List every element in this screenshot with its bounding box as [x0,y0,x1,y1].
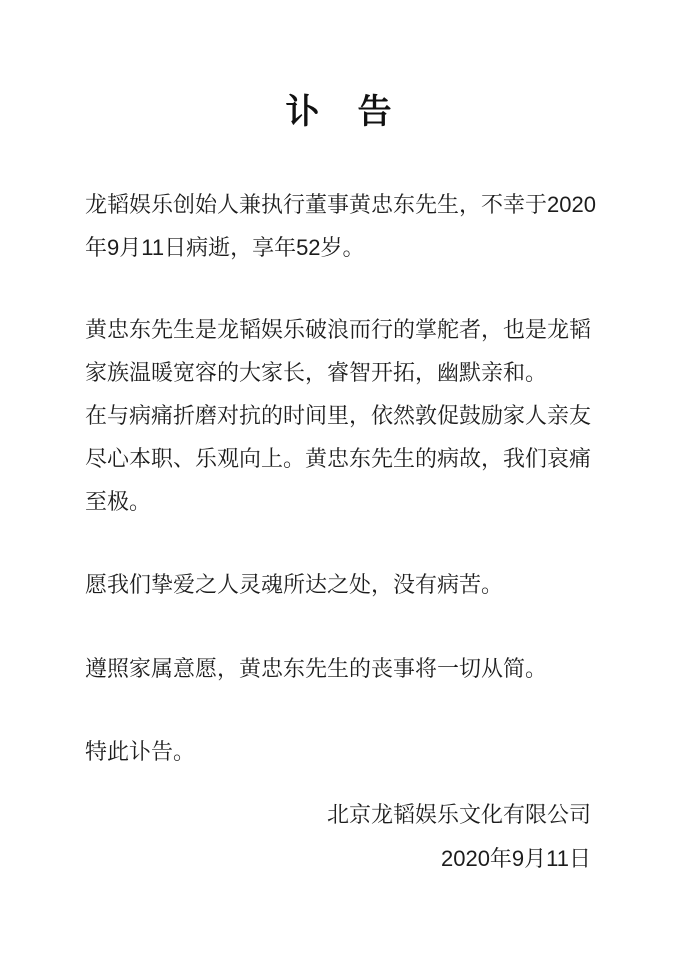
text-line: 年9月11日病逝，享年52岁。 [85,235,365,260]
text-line: 家族温暖宽容的大家长，睿智开拓，幽默亲和。 [85,360,548,385]
text-line: 遵照家属意愿，黄忠东先生的丧事将一切从简。 [85,656,548,681]
text-line: 至极。 [85,489,152,514]
signature-company: 北京龙韬娱乐文化有限公司 [326,802,591,827]
paragraph-closing [85,730,591,773]
text-line: 特此讣告。 [85,739,196,764]
notice-title: 讣 告 [285,93,394,131]
paragraph-death-announcement [85,183,596,269]
text-line: 愿我们挚爱之人灵魂所达之处，没有病苦。 [85,572,504,597]
text-line: 黄忠东先生是龙韬娱乐破浪而行的掌舵者，也是龙韬 [85,317,592,342]
notice-body [85,183,596,881]
signature-block [85,793,591,881]
text-line: 在与病痛折磨对抗的时间里，依然敦促鼓励家人亲友 [85,403,592,428]
text-line: 龙韬娱乐创始人兼执行董事黄忠东先生，不幸于2020 [85,192,596,217]
paragraph-tribute [85,308,591,523]
text-line: 尽心本职、乐观向上。黄忠东先生的病故，我们哀痛 [85,446,592,471]
signature-date: 2020年9月11日 [440,846,591,871]
paragraph-wish [85,563,591,606]
paragraph-funeral-arrangement [85,647,591,690]
